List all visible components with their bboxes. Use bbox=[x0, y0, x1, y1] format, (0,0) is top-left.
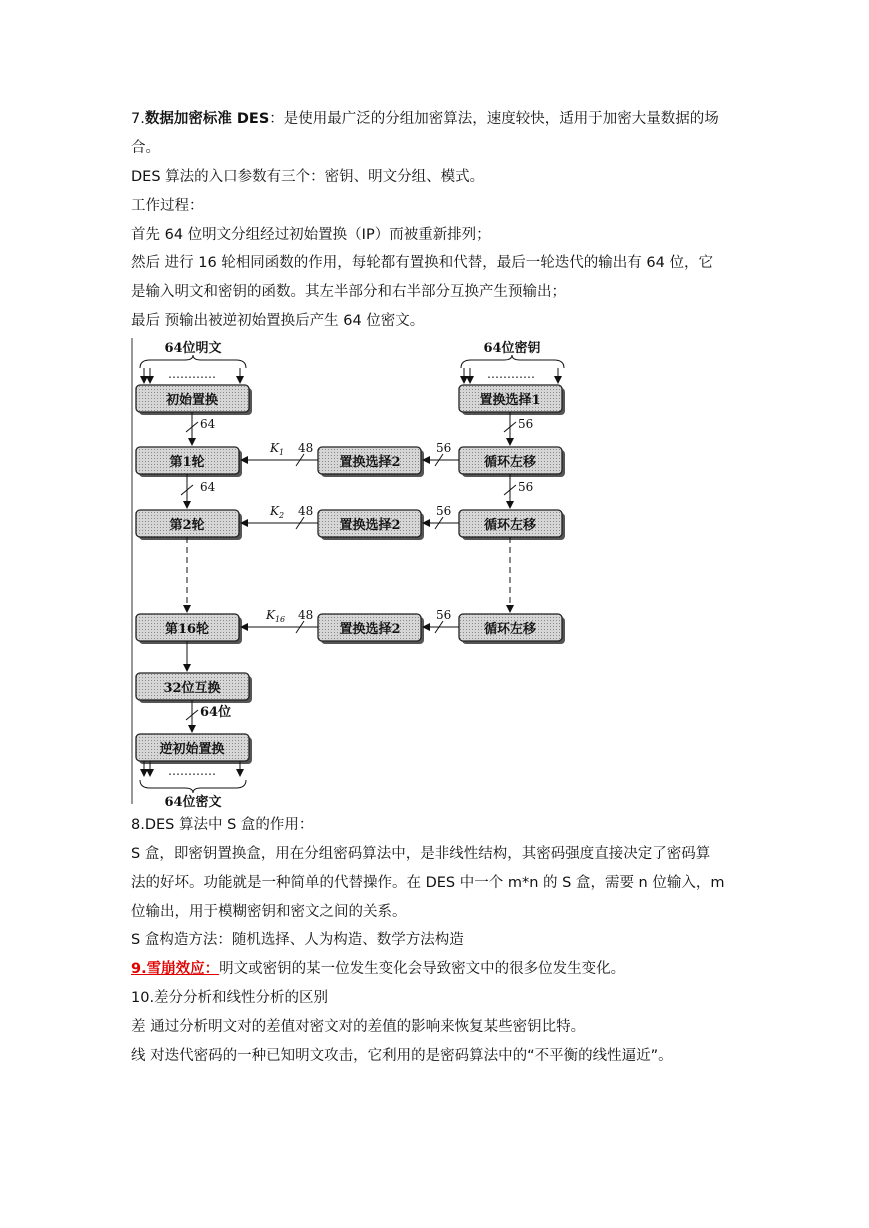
k16-label: $K_{16}$ bbox=[266, 608, 286, 624]
svg-text:初始置换: 初始置换 bbox=[165, 393, 219, 408]
linear-analysis: 线 对迭代密码的一种已知明文攻击，它利用的是密码算法中的“不平衡的线性逼近”。 bbox=[131, 1048, 673, 1064]
svg-text:置换选择2: 置换选择2 bbox=[339, 518, 401, 533]
key-dots: ………… bbox=[487, 367, 535, 381]
differential-analysis: 差 通过分析明文对的差值对密文对的差值的影响来恢复某些密钥比特。 bbox=[131, 1019, 586, 1035]
round-1-box bbox=[136, 447, 242, 477]
section7-title: 数据加密标准 DES bbox=[144, 111, 270, 127]
bits-64-a: 64 bbox=[200, 417, 216, 431]
k2-label: $K_2$ bbox=[270, 504, 285, 520]
sbox-desc-2: 法的好坏。功能就是一种简单的代替操作。在 DES 中一个 m*n 的 S 盒，需要 n 位输入，m bbox=[131, 875, 725, 891]
section7-desc: ：是使用最广泛的分组加密算法，速度较快，适用于加密大量数据的场 bbox=[269, 111, 719, 127]
ciphertext-label: 64位密文 bbox=[164, 795, 222, 808]
round-16-box bbox=[136, 614, 242, 644]
bits-48-row1: 48 bbox=[298, 441, 314, 455]
plaintext-label: 64位明文 bbox=[164, 341, 222, 356]
sbox-desc-3: 位输出，用于模糊密钥和密文之间的关系。 bbox=[131, 904, 407, 920]
section10-title: 10.差分分析和线性分析的区别 bbox=[131, 990, 329, 1006]
swap-32bit-box bbox=[136, 673, 252, 703]
permuted-choice-2-box-1 bbox=[318, 447, 424, 477]
ciphertext-dots: ………… bbox=[168, 764, 216, 778]
left-shift-box-1 bbox=[459, 447, 565, 477]
bits-56-row1: 56 bbox=[436, 441, 452, 455]
initial-permutation-box bbox=[136, 385, 252, 415]
step-first: 首先 64 位明文分组经过初始置换（IP）而被重新排列； bbox=[131, 227, 491, 243]
svg-text:第2轮: 第2轮 bbox=[169, 518, 205, 533]
avalanche-text: 明文或密钥的某一位发生变化会导致密文中的很多位发生变化。 bbox=[219, 961, 626, 977]
bits-64-word: 64位 bbox=[200, 705, 232, 720]
k1-label: $K_1$ bbox=[270, 441, 285, 457]
svg-text:置换选择2: 置换选择2 bbox=[339, 455, 401, 470]
left-shift-box-16 bbox=[459, 614, 565, 644]
section9-line bbox=[131, 959, 625, 979]
inverse-initial-permutation-box bbox=[136, 734, 252, 764]
section7-desc-cont: 合。 bbox=[131, 140, 160, 156]
svg-text:32位互换: 32位互换 bbox=[163, 681, 221, 696]
permuted-choice-2-box-16 bbox=[318, 614, 424, 644]
left-shift-box-2 bbox=[459, 510, 565, 540]
section7-title-line bbox=[131, 109, 719, 129]
svg-text:逆初始置换: 逆初始置换 bbox=[159, 742, 225, 757]
permuted-choice-2-box-2 bbox=[318, 510, 424, 540]
bits-56-a: 56 bbox=[518, 417, 534, 431]
permuted-choice-1-box bbox=[459, 385, 565, 415]
sbox-desc-1: S 盒，即密钥置换盒，用在分组密码算法中，是非线性结构，其密码强度直接决定了密码算 bbox=[131, 846, 711, 862]
avalanche-title: 9.雪崩效应： bbox=[131, 961, 220, 977]
bits-56-b: 56 bbox=[518, 480, 534, 494]
key-label: 64位密钥 bbox=[483, 341, 541, 356]
step-then-cont: 是输入明文和密钥的函数。其左半部分和右半部分互换产生预输出； bbox=[131, 284, 566, 300]
svg-text:循环左移: 循环左移 bbox=[483, 518, 537, 533]
bits-48-row2: 48 bbox=[298, 504, 314, 518]
sbox-construction: S 盒构造方法：随机选择、人为构造、数学方法构造 bbox=[131, 932, 464, 948]
bits-64-b: 64 bbox=[200, 480, 216, 494]
process-title: 工作过程： bbox=[131, 198, 204, 214]
bits-56-row2: 56 bbox=[436, 504, 452, 518]
svg-text:第16轮: 第16轮 bbox=[164, 622, 210, 637]
plaintext-dots: ………… bbox=[168, 367, 216, 381]
section8-title: 8.DES 算法中 S 盒的作用： bbox=[131, 817, 314, 833]
svg-text:置换选择2: 置换选择2 bbox=[339, 622, 401, 637]
bits-48-row16: 48 bbox=[298, 608, 314, 622]
svg-text:循环左移: 循环左移 bbox=[483, 622, 537, 637]
step-then: 然后 进行 16 轮相同函数的作用，每轮都有置换和代替，最后一轮迭代的输出有 64 位，它 bbox=[131, 255, 713, 271]
section7-number: 7. bbox=[131, 111, 145, 127]
round-2-box bbox=[136, 510, 242, 540]
des-params: DES 算法的入口参数有三个：密钥、明文分组、模式。 bbox=[131, 169, 485, 185]
step-last: 最后 预输出被逆初始置换后产生 64 位密文。 bbox=[131, 313, 425, 329]
svg-text:第1轮: 第1轮 bbox=[169, 455, 205, 470]
svg-text:循环左移: 循环左移 bbox=[483, 455, 537, 470]
des-flow-diagram bbox=[130, 338, 570, 808]
svg-text:置换选择1: 置换选择1 bbox=[479, 393, 541, 408]
ciphertext-brace bbox=[140, 780, 246, 793]
bits-56-row16: 56 bbox=[436, 608, 452, 622]
